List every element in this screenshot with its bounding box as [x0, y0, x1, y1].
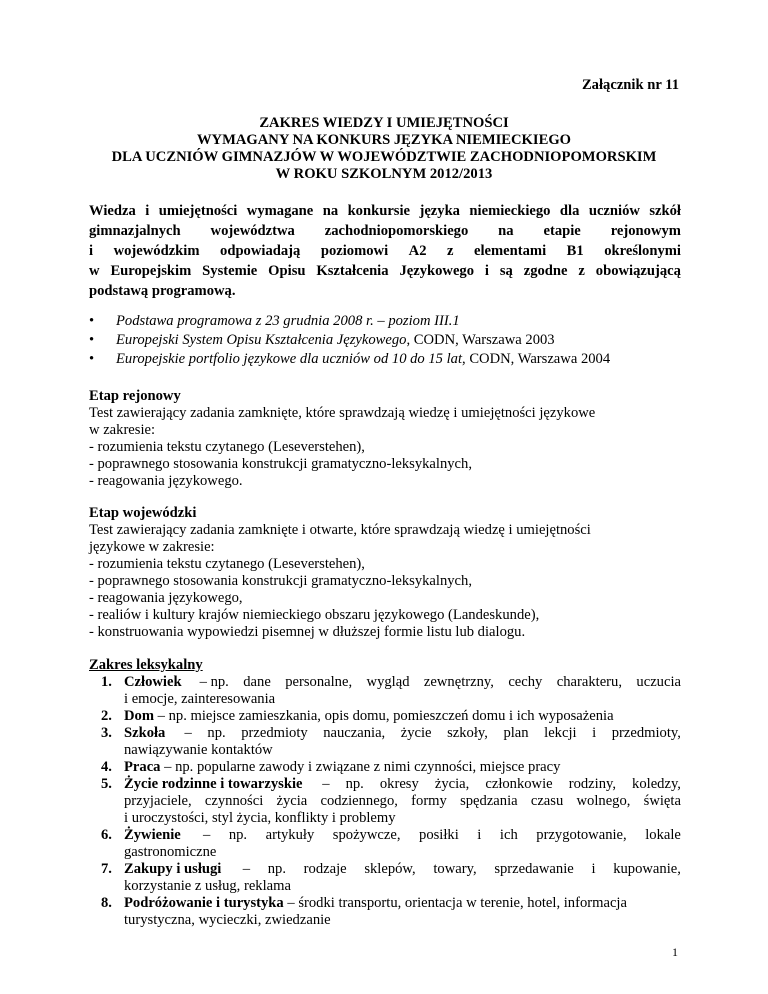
lexical-word: np.: [267, 861, 286, 877]
source-item: [89, 313, 689, 332]
lexical-word: – np.: [195, 674, 229, 690]
intro-word: rejonowym: [610, 223, 681, 239]
lexical-word: kupowanie,: [613, 861, 681, 877]
lexical-word: życia: [276, 793, 308, 809]
lexical-word: dane: [243, 674, 271, 690]
lexical-term: Podróżowanie i turystyka: [124, 895, 284, 911]
intro-word: B1: [566, 243, 584, 259]
lexical-item: [89, 861, 681, 895]
lexical-word: ich: [499, 827, 518, 843]
lexical-word: i emocje, zainteresowania: [124, 691, 276, 707]
lexical-line: [124, 810, 681, 827]
lexical-word: nawiązywanie kontaktów: [124, 742, 273, 758]
etap-wojewodzki-line: - reagowania językowego,: [89, 590, 243, 606]
intro-line: [89, 261, 681, 281]
lexical-word: rodzaje: [303, 861, 347, 877]
lexical-number: 5.: [101, 776, 112, 792]
lexical-line: [124, 793, 681, 810]
intro-word: i: [484, 263, 489, 279]
lexical-word: charakteru,: [556, 674, 622, 690]
lexical-heading: Zakres leksykalny: [89, 657, 203, 673]
intro-word: Wiedza: [89, 203, 136, 219]
lexical-term: Człowiek: [124, 674, 182, 690]
lexical-word: gastronomiczne: [124, 844, 217, 860]
title-line: WYMAGANY NA KONKURS JĘZYKA NIEMIECKIEGO: [196, 132, 572, 148]
lexical-word: formy: [411, 793, 447, 809]
intro-word: umiejętności: [158, 203, 238, 219]
source-details: , CODN, Warszawa 2003: [406, 332, 555, 348]
lexical-line: [124, 827, 681, 844]
lexical-item: [89, 895, 681, 929]
intro-word: zgodne: [523, 263, 568, 279]
lexical-word: wolnego,: [576, 793, 631, 809]
etap-rejonowy-heading: Etap rejonowy: [89, 388, 181, 404]
lexical-line: [124, 759, 681, 776]
etap-wojewodzki-line: - konstruowania wypowiedzi pisemnej w dłuższej formie listu lub dialogu.: [89, 624, 526, 640]
intro-word: Systemie: [202, 263, 258, 279]
etap-wojewodzki-line: językowe w zakresie:: [89, 539, 215, 555]
lexical-word: np.: [345, 776, 364, 792]
lexical-item: [89, 708, 681, 725]
intro-word: etapie: [543, 223, 581, 239]
lexical-word: spożywcze,: [332, 827, 401, 843]
intro-word: uczniów: [588, 203, 640, 219]
intro-word: obowiązującą: [595, 263, 681, 279]
intro-line: [89, 241, 681, 261]
lexical-number: 8.: [101, 895, 112, 911]
intro-word: z: [447, 243, 454, 259]
lexical-word: towary,: [433, 861, 477, 877]
intro-word: konkursie: [347, 203, 411, 219]
lexical-term: Praca: [124, 759, 161, 775]
lexical-word: i: [477, 827, 482, 843]
lexical-word: przedmioty: [241, 725, 308, 741]
etap-wojewodzki-section: [89, 505, 689, 641]
lexical-word: czynności: [204, 793, 264, 809]
intro-word: elementami: [474, 243, 547, 259]
lexical-word: i: [591, 861, 596, 877]
etap-rejonowy-line: Test zawierający zadania zamknięte, które sprawdzają wiedzę i umiejętności językowe: [89, 405, 596, 421]
intro-word: dla: [559, 203, 580, 219]
etap-wojewodzki-line: Test zawierający zadania zamknięte i otwarte, które sprawdzają wiedzę i umiejętności: [89, 522, 591, 538]
lexical-word: –: [318, 776, 330, 792]
lexical-word: nauczania,: [323, 725, 386, 741]
etap-rejonowy-line: - rozumienia tekstu czytanego (Leseverstehen),: [89, 439, 365, 455]
etap-rejonowy-line: - reagowania językowego.: [89, 473, 243, 489]
lexical-term: Szkoła: [124, 725, 166, 741]
etap-rejonowy-line: - poprawnego stosowania konstrukcji gramatyczno-leksykalnych,: [89, 456, 472, 472]
intro-word: i: [89, 243, 94, 259]
intro-word: wymagane: [246, 203, 314, 219]
lexical-word: – np. popularne zawody i związane z nimi czynności, miejsce pracy: [160, 759, 561, 775]
lexical-word: życie: [400, 725, 432, 741]
intro-line: [89, 221, 681, 241]
lexical-word: wygląd: [366, 674, 410, 690]
lexical-word: czasu: [530, 793, 564, 809]
lexical-line: [124, 844, 681, 861]
lexical-word: np.: [207, 725, 226, 741]
lexical-word: sklepów,: [364, 861, 416, 877]
lexical-term: Dom: [124, 708, 154, 724]
lexical-term: Żywienie: [124, 827, 181, 843]
lexical-word: sprzedawanie: [494, 861, 574, 877]
lexical-word: –: [180, 725, 192, 741]
lexical-word: –: [239, 861, 251, 877]
intro-word: w: [89, 263, 100, 279]
lexical-line: [124, 742, 681, 759]
lexical-item: [89, 725, 681, 759]
etap-wojewodzki-heading: Etap wojewódzki: [89, 505, 197, 521]
lexical-number: 4.: [101, 759, 112, 775]
lexical-word: przedmioty,: [611, 725, 681, 741]
lexical-line: [124, 861, 681, 878]
lexical-word: –: [199, 827, 211, 843]
intro-word: na: [322, 203, 339, 219]
lexical-word: szkoły,: [447, 725, 488, 741]
intro-word: A2: [408, 243, 427, 259]
intro-word: Opisu: [268, 263, 306, 279]
lexical-word: i uroczystości, styl życia, konflikty i problemy: [124, 810, 396, 826]
lexical-item: [89, 827, 681, 861]
intro-word: określonymi: [604, 243, 681, 259]
lexical-word: – np. miejsce zamieszkania, opis domu, pomieszczeń domu i ich wyposażenia: [154, 708, 614, 724]
intro-word: poziomowi: [320, 243, 389, 259]
intro-line: [89, 281, 681, 301]
document-title: [0, 115, 768, 183]
lexical-word: np.: [228, 827, 248, 843]
intro-word: podstawą programową.: [89, 283, 236, 299]
lexical-number: 1.: [101, 674, 112, 690]
title-line: DLA UCZNIÓW GIMNAZJÓW W WOJEWÓDZTWIE ZACHODNIOPOMORSKIM: [111, 149, 657, 165]
lexical-word: rodziny,: [568, 776, 616, 792]
lexical-term: Zakupy i usługi: [124, 861, 222, 877]
etap-rejonowy-section: [89, 388, 689, 490]
source-title: Europejskie portfolio językowe dla uczniów od 10 do 15 lat: [116, 351, 463, 367]
lexical-word: lekcji: [544, 725, 577, 741]
lexical-word: uczucia: [636, 674, 681, 690]
etap-rejonowy-line: w zakresie:: [89, 422, 156, 438]
source-item: [89, 332, 689, 351]
intro-word: i: [145, 203, 150, 219]
lexical-line: [124, 674, 681, 691]
source-title: Podstawa programowa z 23 grudnia 2008 r. – poziom III.1: [116, 313, 460, 329]
intro-word: są: [499, 263, 513, 279]
intro-word: odpowiadają: [220, 243, 301, 259]
lexical-number: 6.: [101, 827, 112, 843]
lexical-word: korzystanie z usług, reklama: [124, 878, 291, 894]
lexical-item: [89, 776, 681, 827]
intro-word: na: [498, 223, 514, 239]
lexical-list: [89, 674, 689, 929]
lexical-word: i: [592, 725, 597, 741]
lexical-number: 7.: [101, 861, 112, 877]
lexical-item: [89, 674, 681, 708]
title-line: ZAKRES WIEDZY I UMIEJĘTNOŚCI: [259, 115, 509, 131]
lexical-word: lokale: [645, 827, 681, 843]
intro-line: [89, 201, 681, 221]
intro-word: województwa: [210, 223, 295, 239]
etap-wojewodzki-line: - realiów i kultury krajów niemieckiego obszaru językowego (Landeskunde),: [89, 607, 540, 623]
lexical-word: turystyczna, wycieczki, zwiedzanie: [124, 912, 331, 928]
lexical-line: [124, 912, 681, 929]
lexical-word: święta: [643, 793, 681, 809]
lexical-line: [124, 725, 681, 742]
etap-wojewodzki-line: - poprawnego stosowania konstrukcji gramatyczno-leksykalnych,: [89, 573, 472, 589]
lexical-word: koledzy,: [632, 776, 681, 792]
lexical-line: [124, 895, 681, 912]
lexical-term: Życie rodzinne i towarzyskie: [124, 776, 303, 792]
lexical-section: [89, 657, 689, 929]
intro-word: niemieckiego: [469, 203, 551, 219]
lexical-word: członkowie: [485, 776, 553, 792]
intro-word: szkół: [649, 203, 681, 219]
lexical-word: zewnętrzny,: [423, 674, 494, 690]
lexical-line: [124, 691, 681, 708]
intro-word: Językowego: [399, 263, 475, 279]
lexical-line: [124, 708, 681, 725]
source-item: [89, 351, 689, 370]
lexical-word: personalne,: [285, 674, 353, 690]
intro-paragraph: [89, 201, 681, 301]
lexical-word: – środki transportu, orientacja w terenie, hotel, informacja: [283, 895, 627, 911]
source-title: Europejski System Opisu Kształcenia Językowego: [116, 332, 407, 348]
etap-wojewodzki-line: - rozumienia tekstu czytanego (Leseverstehen),: [89, 556, 365, 572]
source-details: , CODN, Warszawa 2004: [462, 351, 611, 367]
lexical-word: codziennego,: [320, 793, 398, 809]
lexical-line: [124, 776, 681, 793]
intro-word: Kształcenia: [316, 263, 389, 279]
lexical-line: [124, 878, 681, 895]
intro-word: Europejskim: [110, 263, 192, 279]
lexical-word: posiłki: [419, 827, 459, 843]
lexical-item: [89, 759, 681, 776]
intro-word: wojewódzkim: [113, 243, 200, 259]
lexical-word: cechy: [508, 674, 543, 690]
annex-label: Załącznik nr 11: [581, 77, 679, 93]
lexical-word: przygotowanie,: [536, 827, 627, 843]
sources-list: [89, 313, 689, 370]
title-line: W ROKU SZKOLNYM 2012/2013: [275, 166, 493, 182]
lexical-word: przyjaciele,: [124, 793, 192, 809]
intro-word: zachodniopomorskiego: [324, 223, 469, 239]
lexical-number: 3.: [101, 725, 112, 741]
lexical-word: artykuły: [265, 827, 315, 843]
intro-word: języka: [419, 203, 460, 219]
lexical-word: okresy: [379, 776, 419, 792]
lexical-word: plan: [503, 725, 529, 741]
page-number: 1: [672, 945, 678, 959]
intro-word: gimnazjalnych: [89, 223, 181, 239]
lexical-number: 2.: [101, 708, 112, 724]
lexical-word: spędzania: [460, 793, 518, 809]
intro-word: z: [578, 263, 585, 279]
lexical-word: życia,: [434, 776, 470, 792]
